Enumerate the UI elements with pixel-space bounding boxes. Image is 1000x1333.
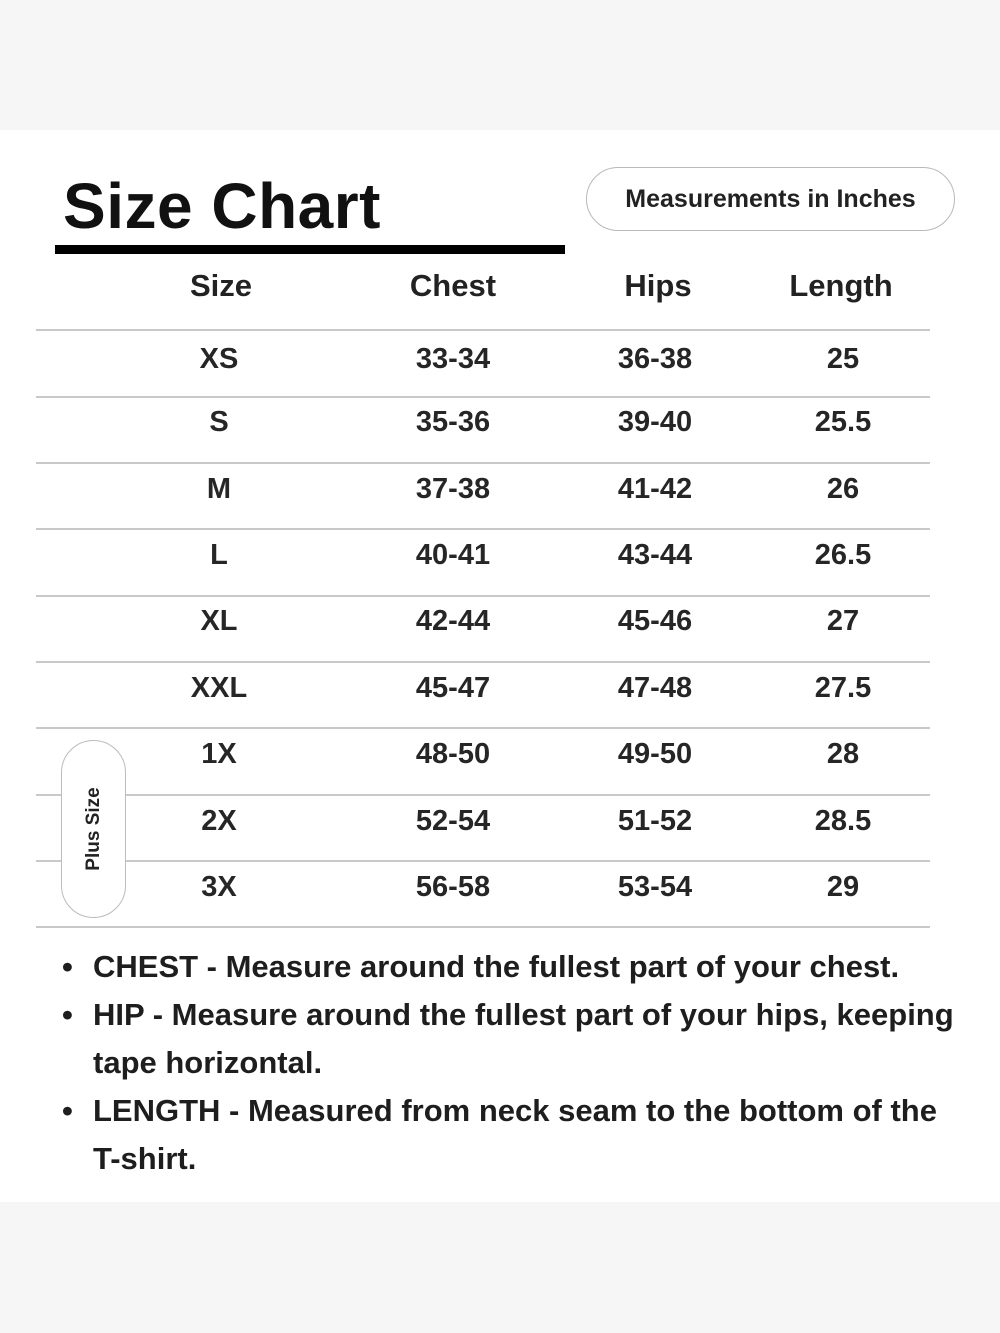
bullet-icon: • xyxy=(62,1093,73,1128)
row-divider xyxy=(36,926,930,928)
row-divider xyxy=(36,396,930,398)
column-header-chest: Chest xyxy=(409,268,497,303)
column-header-size: Size xyxy=(189,268,253,303)
hips-cell: 41-42 xyxy=(617,473,693,505)
row-divider xyxy=(36,528,930,530)
hips-cell: 45-46 xyxy=(617,605,693,637)
size-cell: 3X xyxy=(201,871,237,903)
chest-cell: 45-47 xyxy=(415,672,491,704)
note-chest: CHEST - Measure around the fullest part of your chest. xyxy=(93,949,900,984)
note-hip: HIP - Measure around the fullest part of your hips, keeping tape horizontal. xyxy=(93,997,954,1080)
length-cell: 27.5 xyxy=(814,672,872,704)
row-divider xyxy=(36,727,930,729)
length-cell: 28.5 xyxy=(814,805,872,837)
row-divider xyxy=(36,462,930,464)
chest-cell: 40-41 xyxy=(415,539,491,571)
hips-cell: 36-38 xyxy=(617,343,693,375)
length-cell: 28 xyxy=(826,738,860,770)
size-cell: XS xyxy=(199,343,239,375)
list-item xyxy=(62,1087,962,1183)
note-length: LENGTH - Measured from neck seam to the bottom of the T-shirt. xyxy=(93,1093,937,1176)
bullet-icon: • xyxy=(62,997,73,1032)
measurement-notes xyxy=(62,943,962,1183)
column-header-length: Length xyxy=(789,268,893,303)
hips-cell: 39-40 xyxy=(617,406,693,438)
chest-cell: 37-38 xyxy=(415,473,491,505)
hips-cell: 51-52 xyxy=(617,805,693,837)
size-cell: 2X xyxy=(201,805,237,837)
units-badge xyxy=(586,167,955,231)
chest-cell: 52-54 xyxy=(415,805,491,837)
length-cell: 27 xyxy=(826,605,860,637)
row-divider xyxy=(36,329,930,331)
row-divider xyxy=(36,595,930,597)
size-cell: XXL xyxy=(190,672,248,704)
chest-cell: 42-44 xyxy=(415,605,491,637)
length-cell: 26 xyxy=(826,473,860,505)
plus-size-label: Plus Size xyxy=(82,787,104,871)
units-label: Measurements in Inches xyxy=(625,184,916,213)
chest-cell: 33-34 xyxy=(415,343,491,375)
row-divider xyxy=(36,661,930,663)
hips-cell: 43-44 xyxy=(617,539,693,571)
size-cell: 1X xyxy=(201,738,237,770)
size-cell: S xyxy=(209,406,229,438)
chest-cell: 48-50 xyxy=(415,738,491,770)
size-cell: M xyxy=(206,473,232,505)
chest-cell: 56-58 xyxy=(415,871,491,903)
hips-cell: 49-50 xyxy=(617,738,693,770)
row-divider xyxy=(36,794,930,796)
list-item xyxy=(62,943,962,991)
size-cell: L xyxy=(210,539,228,571)
length-cell: 25.5 xyxy=(814,406,872,438)
page-title: Size Chart xyxy=(63,170,381,242)
length-cell: 25 xyxy=(826,343,860,375)
hips-cell: 53-54 xyxy=(617,871,693,903)
plus-size-badge xyxy=(61,740,126,918)
column-header-hips: Hips xyxy=(624,268,692,303)
chest-cell: 35-36 xyxy=(415,406,491,438)
hips-cell: 47-48 xyxy=(617,672,693,704)
bullet-icon: • xyxy=(62,949,73,984)
length-cell: 29 xyxy=(826,871,860,903)
size-cell: XL xyxy=(200,605,238,637)
length-cell: 26.5 xyxy=(814,539,872,571)
row-divider xyxy=(36,860,930,862)
list-item xyxy=(62,991,962,1087)
title-underline xyxy=(55,245,565,254)
